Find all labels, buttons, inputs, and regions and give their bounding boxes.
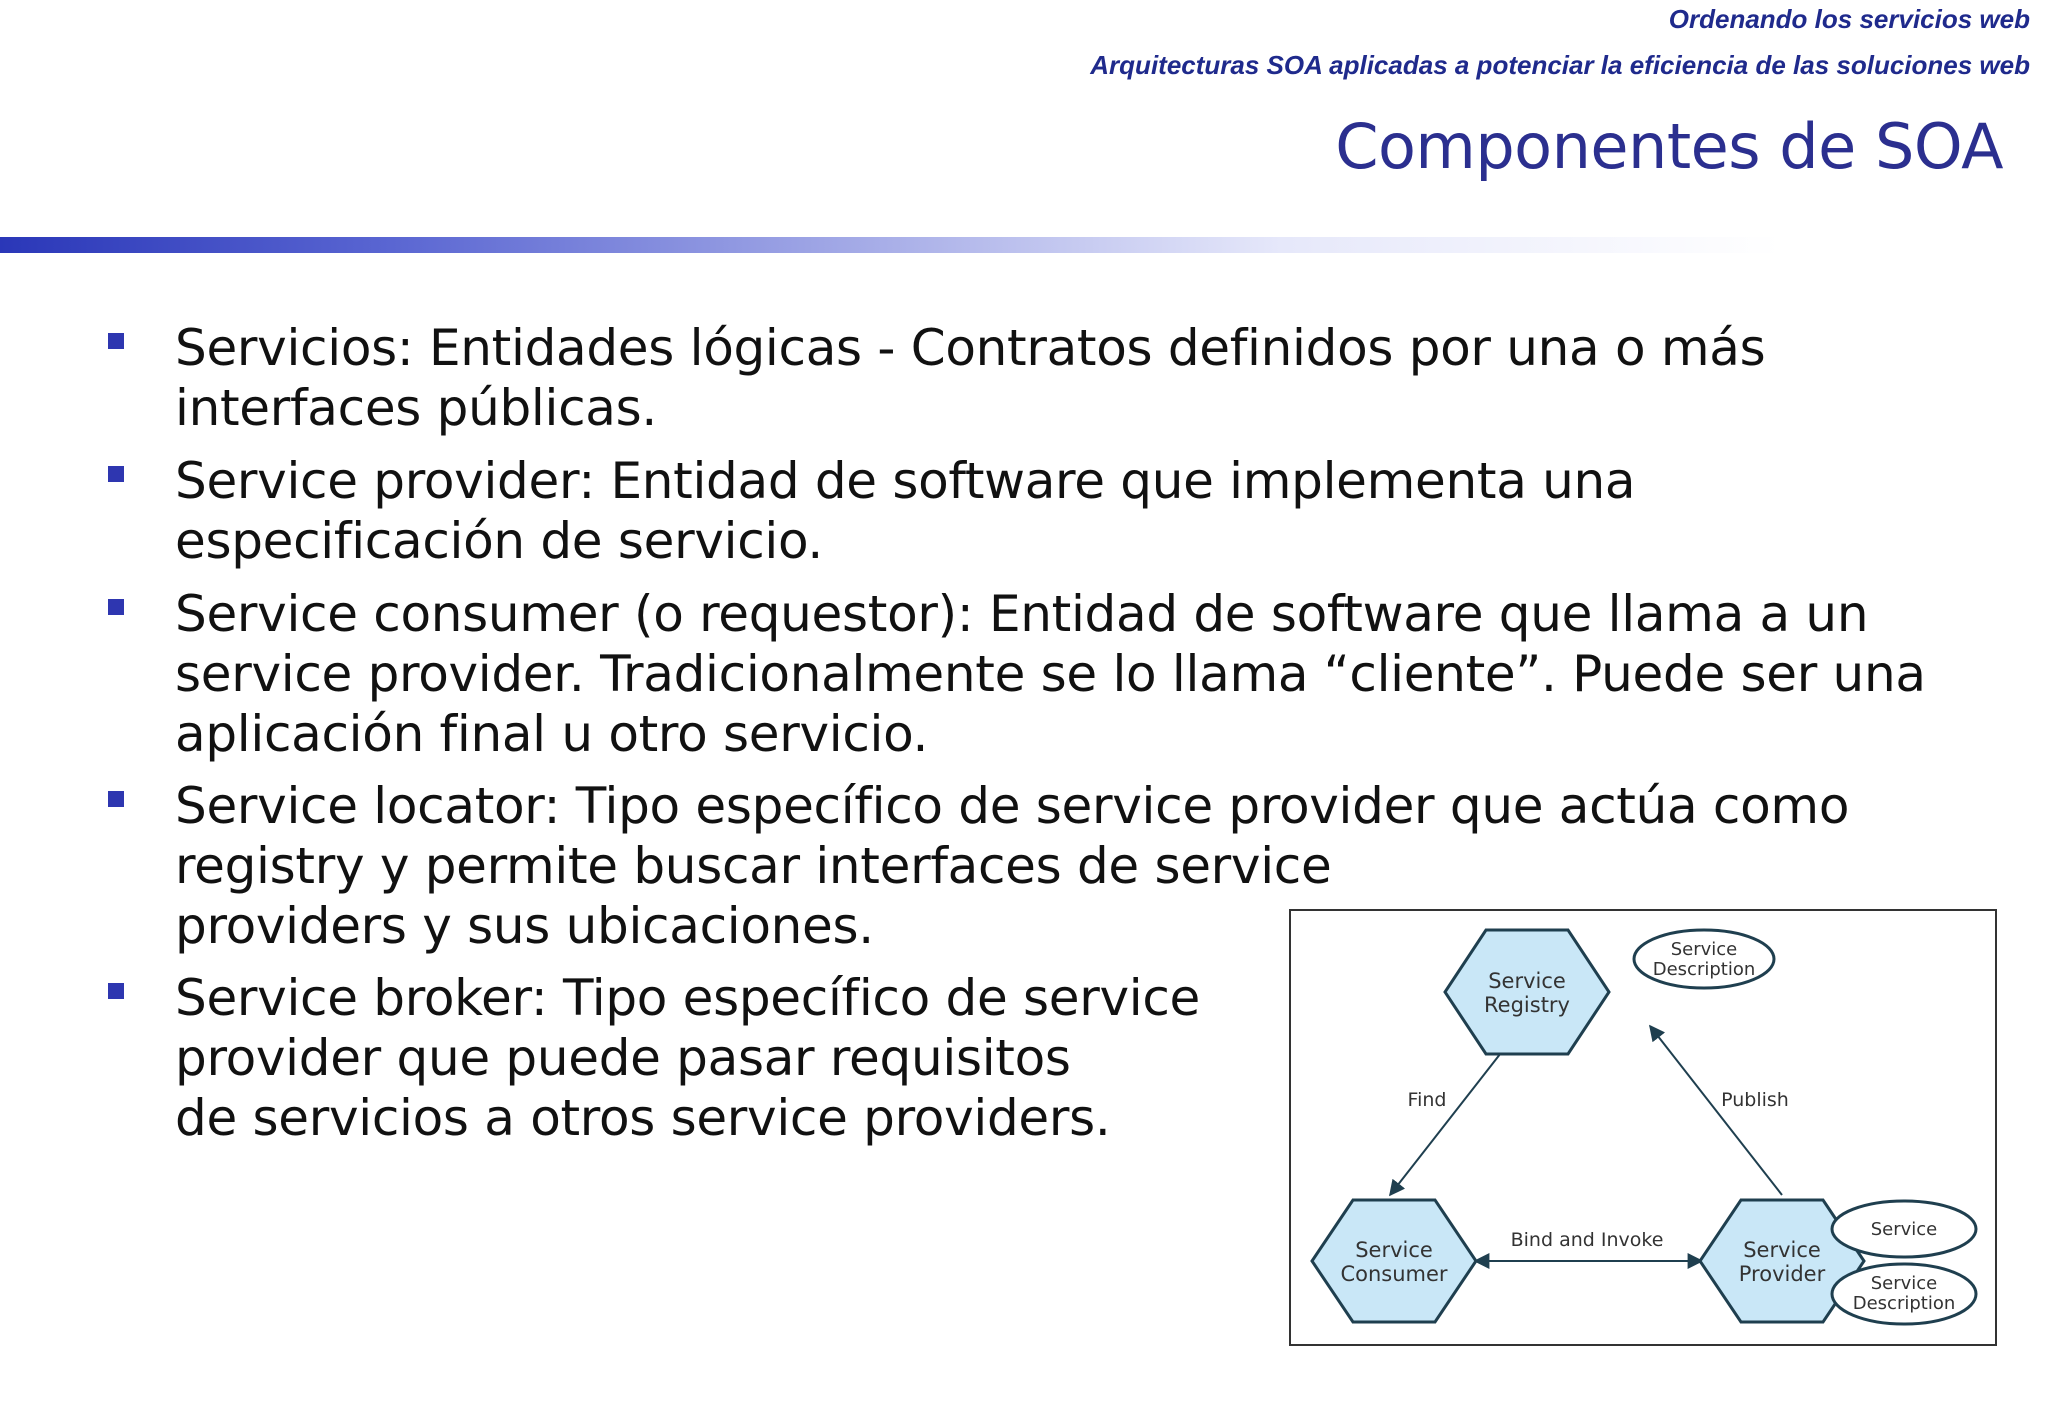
bullet-line: Service consumer (o requestor): Entidad de software que llama a un xyxy=(175,585,1869,643)
publish-label: Publish xyxy=(1721,1089,1789,1111)
slide-title: Componentes de SOA xyxy=(1335,110,2003,183)
bullet-line: especificación de servicio. xyxy=(175,512,824,570)
registry-description-line2: Description xyxy=(1652,959,1756,980)
registry-label-line2: Registry xyxy=(1484,993,1570,1017)
bullet-line: Service provider: Entidad de software que implementa una xyxy=(175,452,1636,510)
soa-diagram xyxy=(1289,909,1997,1346)
bullet-square-icon xyxy=(108,466,124,482)
bullet-text xyxy=(175,968,1200,1148)
title-gradient-rule xyxy=(0,237,1780,253)
bullet-line: registry y permite buscar interfaces de service xyxy=(175,837,1332,895)
consumer-label-line1: Service xyxy=(1355,1238,1433,1262)
consumer-label-line2: Consumer xyxy=(1340,1262,1448,1286)
bullet-text xyxy=(175,318,1765,438)
header-line-course: Ordenando los servicios web xyxy=(1668,4,2030,34)
bullet-text xyxy=(175,584,1926,764)
bullet-square-icon xyxy=(108,333,124,349)
bullet-text xyxy=(175,451,1635,571)
provider-label-line2: Provider xyxy=(1738,1262,1826,1286)
bullet-line: providers y sus ubicaciones. xyxy=(175,897,874,955)
bullet-line: Servicios: Entidades lógicas - Contratos definidos por una o más xyxy=(175,319,1766,377)
bullet-line: de servicios a otros service providers. xyxy=(175,1089,1111,1147)
registry-label-line1: Service xyxy=(1488,969,1566,993)
bind-invoke-label: Bind and Invoke xyxy=(1510,1229,1664,1251)
bullet-line: Service broker: Tipo específico de service xyxy=(175,969,1200,1027)
bullet-square-icon xyxy=(108,983,124,999)
soa-diagram-canvas xyxy=(1291,911,1999,1348)
bullet-square-icon xyxy=(108,791,124,807)
provider-label-line1: Service xyxy=(1743,1238,1821,1262)
provider-description-line2: Description xyxy=(1852,1293,1956,1314)
bullet-line: service provider. Tradicionalmente se lo llama “cliente”. Puede ser una xyxy=(175,645,1926,703)
header-line-topic: Arquitecturas SOA aplicadas a potenciar la eficiencia de las soluciones web xyxy=(1090,50,2030,80)
find-label: Find xyxy=(1407,1089,1447,1111)
registry-description-line1: Service xyxy=(1670,939,1738,960)
bullet-line: Service locator: Tipo específico de service provider que actúa como xyxy=(175,777,1850,835)
bullet-line: interfaces públicas. xyxy=(175,379,657,437)
provider-description-line1: Service xyxy=(1870,1273,1938,1294)
provider-service-label: Service xyxy=(1870,1219,1938,1240)
bullet-line: aplicación final u otro servicio. xyxy=(175,705,929,763)
bullet-line: provider que puede pasar requisitos xyxy=(175,1029,1071,1087)
bullet-square-icon xyxy=(108,599,124,615)
